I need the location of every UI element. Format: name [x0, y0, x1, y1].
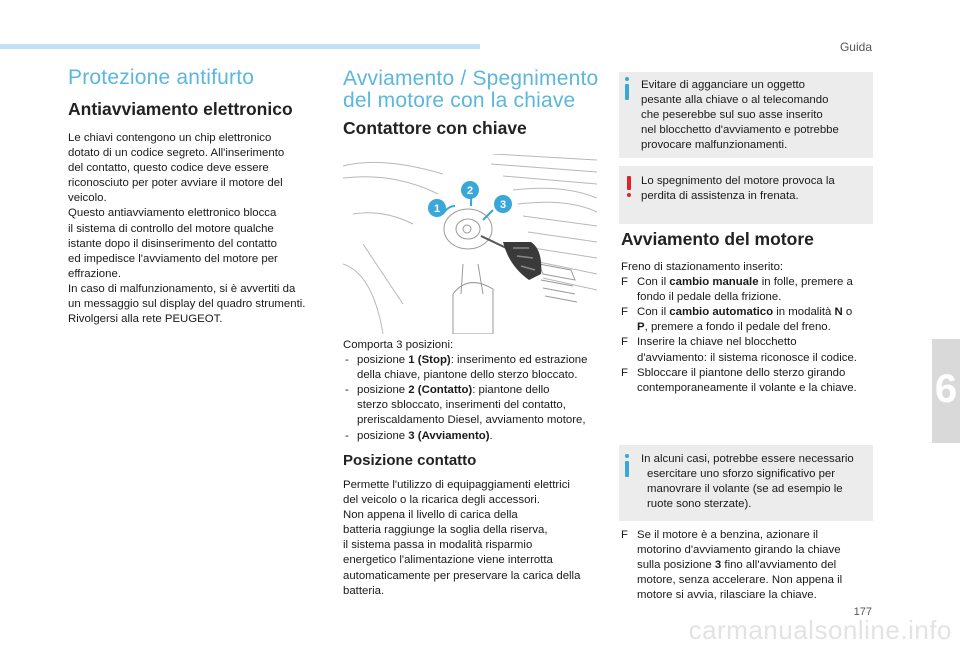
text-line: batteria. — [343, 584, 385, 597]
list-item: - posizione 1 (Stop): inserimento ed estrazione della chiave, piantone dello sterzo bloccato. — [345, 354, 588, 382]
text-line: Evitare di agganciare un oggetto — [641, 79, 806, 91]
text-line: istante dopo il disinserimento del contatto — [68, 237, 277, 250]
text-line: provocare malfunzionamenti. — [641, 139, 788, 152]
info-icon — [625, 461, 629, 477]
text-line: un messaggio sul display del quadro strumenti. — [68, 298, 306, 311]
text-line: del contatto, questo codice deve essere — [68, 162, 269, 175]
title-line: del motore con la chiave — [343, 89, 576, 112]
bullet-icon: F — [621, 336, 628, 349]
text-line: effrazione. — [68, 267, 121, 280]
page-number: 177 — [853, 606, 872, 618]
text-line: energetico l'alimentazione viene interrotta — [343, 554, 553, 567]
bullet-icon: F — [621, 276, 628, 289]
text-line: nel blocchetto d'avviamento e potrebbe — [641, 124, 839, 137]
text-line: esercitare uno sforzo significativo per — [647, 468, 836, 481]
section-title-start-stop — [343, 68, 598, 112]
text-line: In caso di malfunzionamento, si è avvertiti da — [68, 282, 296, 295]
chapter-tab — [932, 339, 960, 443]
bullet-icon: F — [621, 366, 628, 379]
text-line: il sistema passa in modalità risparmio — [343, 539, 533, 552]
bullet-icon: F — [621, 306, 628, 319]
warning-box-engine-off — [619, 166, 873, 224]
watermark: carmanualsonline.info — [688, 615, 952, 645]
text-line: perdita di assistenza in frenata. — [641, 190, 799, 203]
list-item: F Con il cambio manuale in folle, premere a fondo il pedale della frizione. — [621, 276, 853, 304]
header-bar — [0, 44, 480, 49]
positions-intro: Comporta 3 posizioni: — [343, 339, 454, 351]
contact-position-text — [343, 478, 603, 599]
list-item: F Se il motore è a benzina, azionare il motorino d'avviamento girando la chiave sulla posizione 3 fino all'avviamento del motore, senza accelerare. Non appena il motore si avvia, rilasciare la chiave. — [621, 529, 843, 602]
text-line: del veicolo o la ricarica degli accessori. — [343, 494, 540, 507]
marker-label-1: 1 — [433, 203, 441, 215]
text-line: riconosciuto per poter avviare il motore del — [68, 177, 283, 190]
steps-intro: Freno di stazionamento inserito: — [621, 261, 784, 273]
ignition-key-illustration — [343, 154, 597, 334]
text-line: Le chiavi contengono un chip elettronico — [68, 132, 272, 144]
list-item: - posizione 3 (Avviamento). — [345, 429, 493, 442]
info-box-steering-effort — [619, 445, 873, 521]
petrol-engine-step — [621, 528, 875, 603]
text-line: dotato di un codice segreto. All'inserimento — [68, 147, 285, 160]
text-line: Lo spegnimento del motore provoca la — [641, 175, 835, 187]
text-line: ruote sono sterzate). — [647, 498, 752, 511]
text-line: pesante alla chiave o al telecomando — [641, 94, 829, 107]
title-line: Avviamento / Spegnimento — [343, 67, 599, 90]
info-box-heavy-object — [619, 72, 873, 158]
engine-start-steps — [621, 260, 875, 396]
marker-label-3: 3 — [499, 199, 507, 211]
text-line: Permette l'utilizzo di equipaggiamenti elettrici — [343, 479, 570, 491]
text-line: che peserebbe sul suo asse inserito — [641, 109, 823, 122]
list-item: F Inserire la chiave nel blocchetto d'avviamento: il sistema riconosce il codice. — [621, 336, 857, 364]
text-line: In alcuni casi, potrebbe essere necessario — [641, 453, 854, 465]
text-line: Rivolgersi alla rete PEUGEOT. — [68, 313, 223, 326]
heading-key-switch: Contattore con chiave — [343, 118, 527, 138]
section-title-antitheft: Protezione antifurto — [68, 66, 255, 89]
bullet-icon: F — [621, 529, 628, 541]
info-icon — [625, 84, 629, 100]
immobiliser-text — [68, 131, 330, 327]
heading-contact-position: Posizione contatto — [343, 452, 477, 469]
heading-engine-start: Avviamento del motore — [621, 229, 814, 249]
list-item: F Con il cambio automatico in modalità N o P, premere a fondo il pedale del freno. — [621, 306, 853, 334]
text-line: ed impedisce l'avviamento del motore per — [68, 252, 278, 265]
list-item: - posizione 2 (Contatto): piantone dello sterzo sbloccato, inserimenti del contatto, preriscaldamento Diesel, avviamento motore, — [345, 384, 586, 427]
section-label: Guida — [839, 40, 872, 54]
key-positions — [343, 338, 603, 444]
marker-label-2: 2 — [466, 185, 474, 197]
text-line: il sistema di controllo del motore qualche — [68, 222, 274, 235]
text-line: batteria raggiunge la soglia della riserva, — [343, 524, 548, 537]
chapter-number: 6 — [934, 367, 958, 411]
heading-immobiliser: Antiavviamento elettronico — [68, 99, 293, 119]
text-line: manovrare il volante (se ad esempio le — [647, 483, 843, 496]
text-line: Questo antiavviamento elettronico blocca — [68, 207, 277, 220]
warning-icon — [627, 176, 631, 190]
text-line: Non appena il livello di carica della — [343, 509, 518, 522]
text-line: veicolo. — [68, 192, 107, 205]
text-line: automaticamente per preservare la carica della — [343, 569, 581, 582]
list-item: F Sbloccare il piantone dello sterzo girando contemporaneamente il volante e la chiave. — [621, 366, 857, 394]
